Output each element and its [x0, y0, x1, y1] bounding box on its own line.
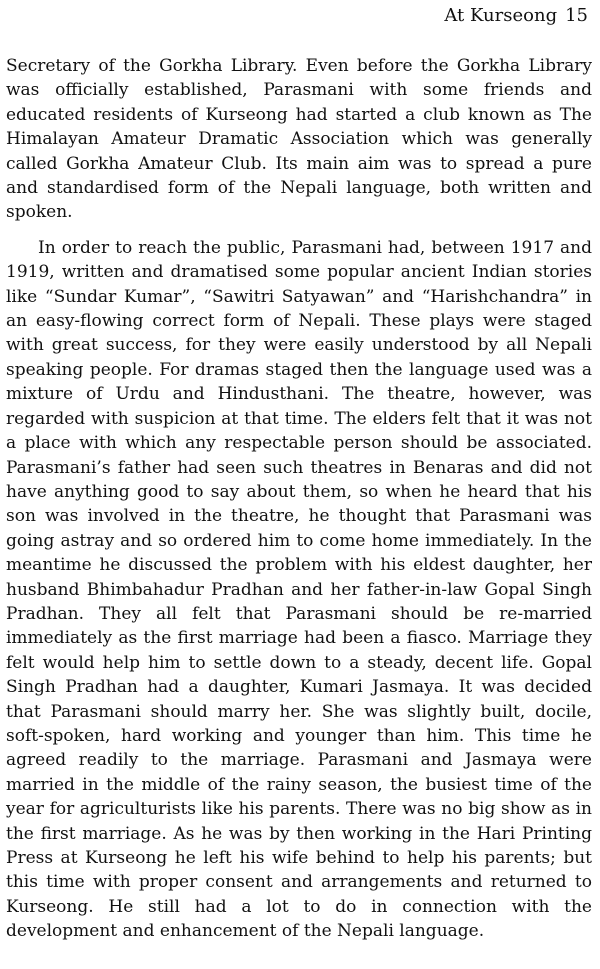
paragraph-continued: Secretary of the Gorkha Library. Even before the Gorkha Library was officially established, Parasmani with some friends and educated residents of Kurseong had started a club known as The Himalayan Amateur Dramatic Association which was generally called Gorkha Amateur Club. Its main aim was to spread a pure and standardised form of the Nepali language, both written and spoken.	[6, 56, 592, 223]
running-title: At Kurseong	[444, 5, 558, 26]
paragraph: In order to reach the public, Parasmani had, between 1917 and 1919, written and dramatised some popular ancient Indian stories like “Sundar Kumar”, “Sawitri Satyawan” and “Harishchandra” in an easy-flowing correct form of Nepali. These plays were staged with great success, for they were easily understood by all Nepali speaking people. For dramas staged then the language used was a mixture of Urdu and Hindusthani. The theatre, however, was regarded with suspicion at that time. The elders felt that it was not a place with which any respectable person should be associated. Parasmani’s father had seen such theatres in Benaras and did not have anything good to say about them, so when he heard that his son was involved in the theatre, he thought that Parasmani was going astray and so ordered him to come home immediately. In the meantime he discussed the problem with his eldest daughter, her husband Bhimbahadur Pradhan and her father-in-law Gopal Singh Pradhan. They all felt that Parasmani should be re-married immediately as the first marriage had been a fiasco. Marriage they felt would help him to settle down to a steady, decent life. Gopal Singh Pradhan had a daughter, Kumari Jasmaya. It was decided that Parasmani should marry her. She was slightly built, docile, soft-spoken, hard working and younger than him. This time he agreed readily to the marriage. Parasmani and Jasmaya were married in the middle of the rainy season, the busiest time of the year for agriculturists like his parents. There was no big show as in the first marriage. As he was by then working in the Hari Printing Press at Kurseong he left his wife behind to help his parents; but this time with proper consent and arrangements and returned to Kurseong. He still had a lot to do in connection with the development and enhancement of the Nepali language.	[6, 237, 592, 942]
running-header	[444, 4, 588, 28]
body-text	[6, 54, 592, 944]
page-number: 15	[565, 5, 588, 26]
